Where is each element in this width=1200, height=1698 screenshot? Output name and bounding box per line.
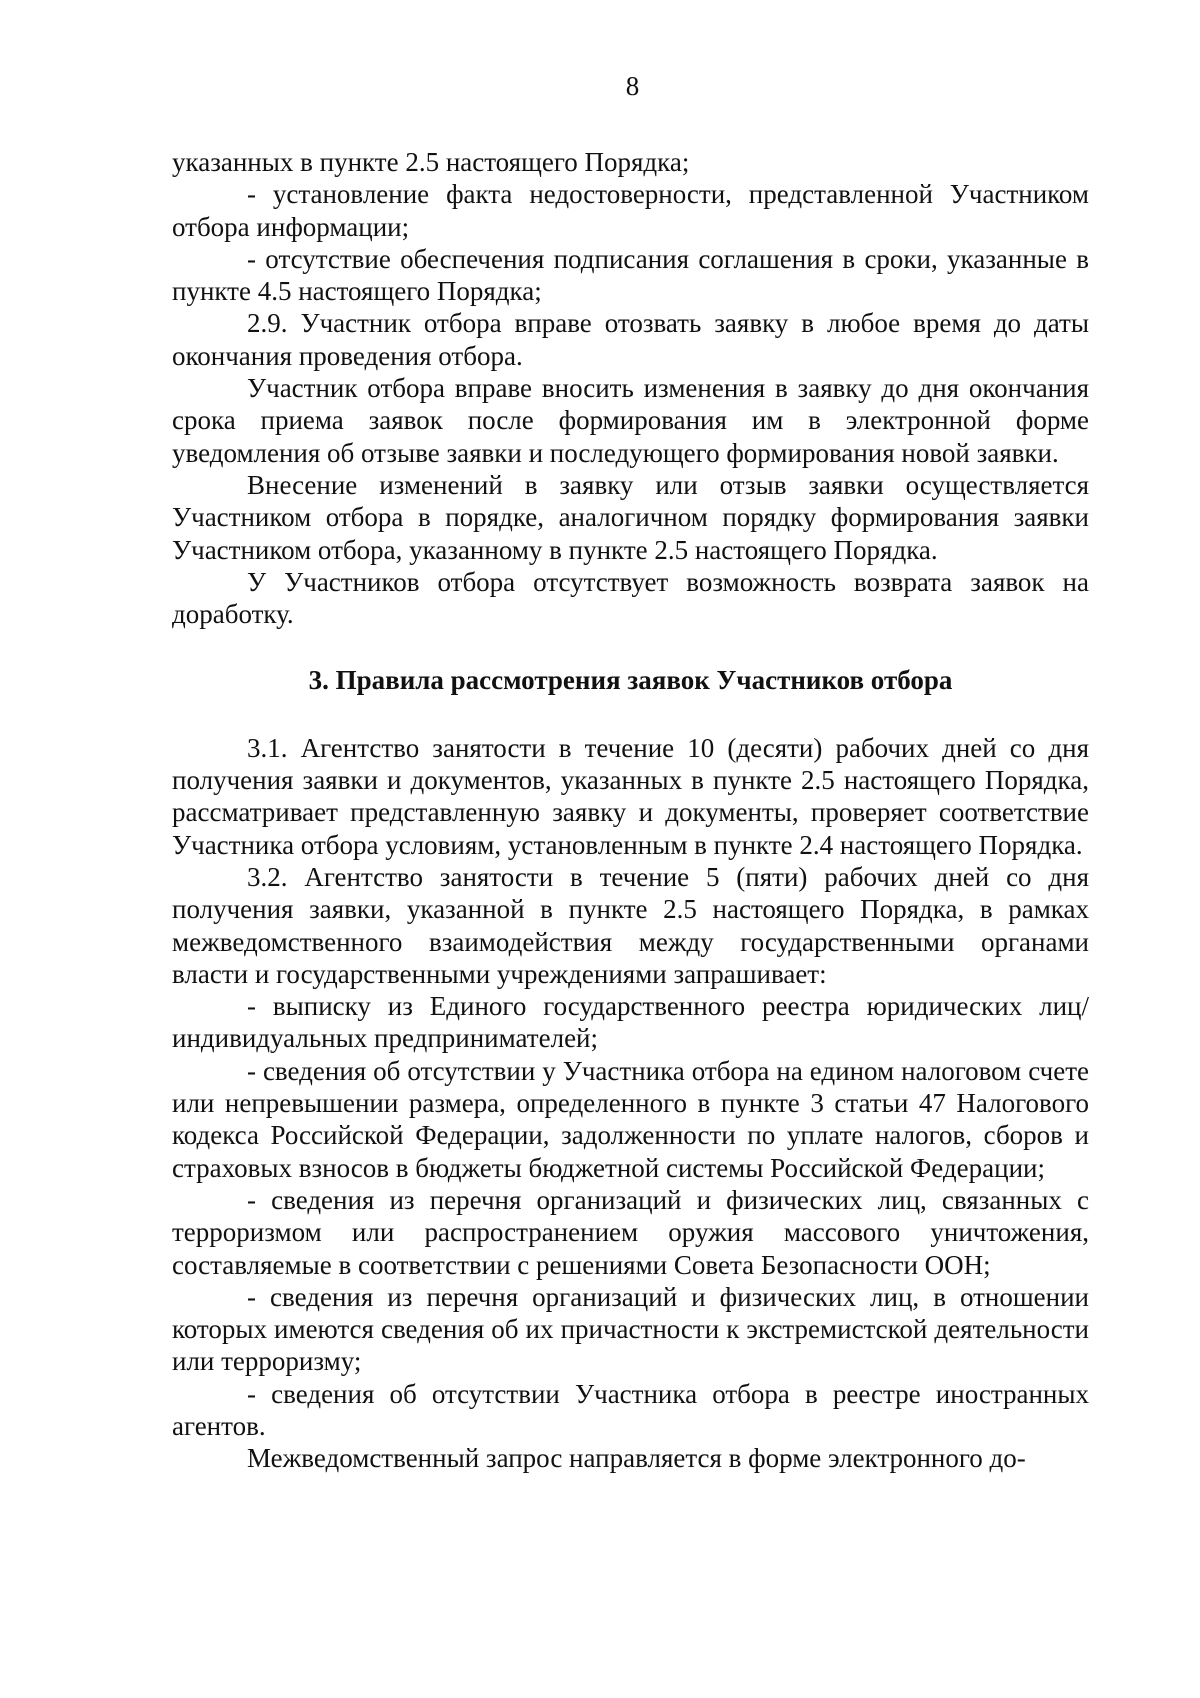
paragraph-list-item: - сведения из перечня организаций и физических лиц, связанных с терроризмом или распространением оружия массового уничтожения, составляемые в соответствии с решениями Совета Безопасности ООН; — [172, 1184, 1089, 1280]
paragraph-list-item: - сведения об отсутствии Участника отбора в реестре иностранных агентов. — [172, 1378, 1089, 1441]
paragraph-clause-3-1: 3.1. Агентство занятости в течение 10 (десяти) рабочих дней со дня получения заявки и документов, указанных в пункте 2.5 настоящего Порядка, рассматривает представленную заявку и документы, проверяет соответствие Участника отбора условиям, установленным в пункте 2.4 настоящего Порядка. — [172, 732, 1089, 860]
paragraph-clause-3-2: 3.2. Агентство занятости в течение 5 (пяти) рабочих дней со дня получения заявки, указанной в пункте 2.5 настоящего Порядка, в рамках межведомственного взаимодействия между государственными органами власти и государственными учреждениями запрашивает: — [172, 861, 1089, 989]
paragraph: Участник отбора вправе вносить изменения в заявку до дня окончания срока приема заявок после формирования им в электронной форме уведомления об отзыве заявки и последующего формирования новой заявки. — [172, 373, 1089, 468]
paragraph: У Участников отбора отсутствует возможность возврата заявок на доработку. — [172, 566, 1089, 630]
page-number: 8 — [625, 71, 640, 101]
paragraph-list-item: - выписку из Единого государственного реестра юридических лиц/индивидуальных предпринимателей; — [172, 991, 1089, 1054]
paragraph-continuation: указанных в пункте 2.5 настоящего Порядка; — [172, 147, 690, 177]
paragraph-list-item: - отсутствие обеспечения подписания соглашения в сроки, указанные в пункте 4.5 настоящего Порядка; — [172, 243, 1089, 307]
paragraph: Внесение изменений в заявку или отзыв заявки осуществляется Участником отбора в порядке, аналогичном порядку формирования заявки Участником отбора, указанному в пункте 2.5 настоящего Порядка. — [172, 469, 1089, 565]
paragraph: Межведомственный запрос направляется в форме электронного до- — [247, 1443, 1026, 1474]
section-heading: 3. Правила рассмотрения заявок Участников отбора — [308, 665, 953, 696]
paragraph-list-item: - установление факта недостоверности, представленной Участником отбора информации; — [172, 179, 1089, 242]
paragraph-list-item: - сведения из перечня организаций и физических лиц, в отношении которых имеются сведения об их причастности к экстремистской деятельности или терроризму; — [172, 1281, 1089, 1377]
paragraph-clause-2-9: 2.9. Участник отбора вправе отозвать заявку в любое время до даты окончания проведения отбора. — [172, 308, 1089, 371]
paragraph-list-item: - сведения об отсутствии у Участника отбора на едином налоговом счете или непревышении размера, определенного в пункте 3 статьи 47 Налогового кодекса Российской Федерации, задолженности по уплате налогов, сборов и страховых взносов в бюджеты бюджетной системы Российской Федерации; — [172, 1055, 1089, 1183]
document-body — [172, 146, 1089, 1475]
